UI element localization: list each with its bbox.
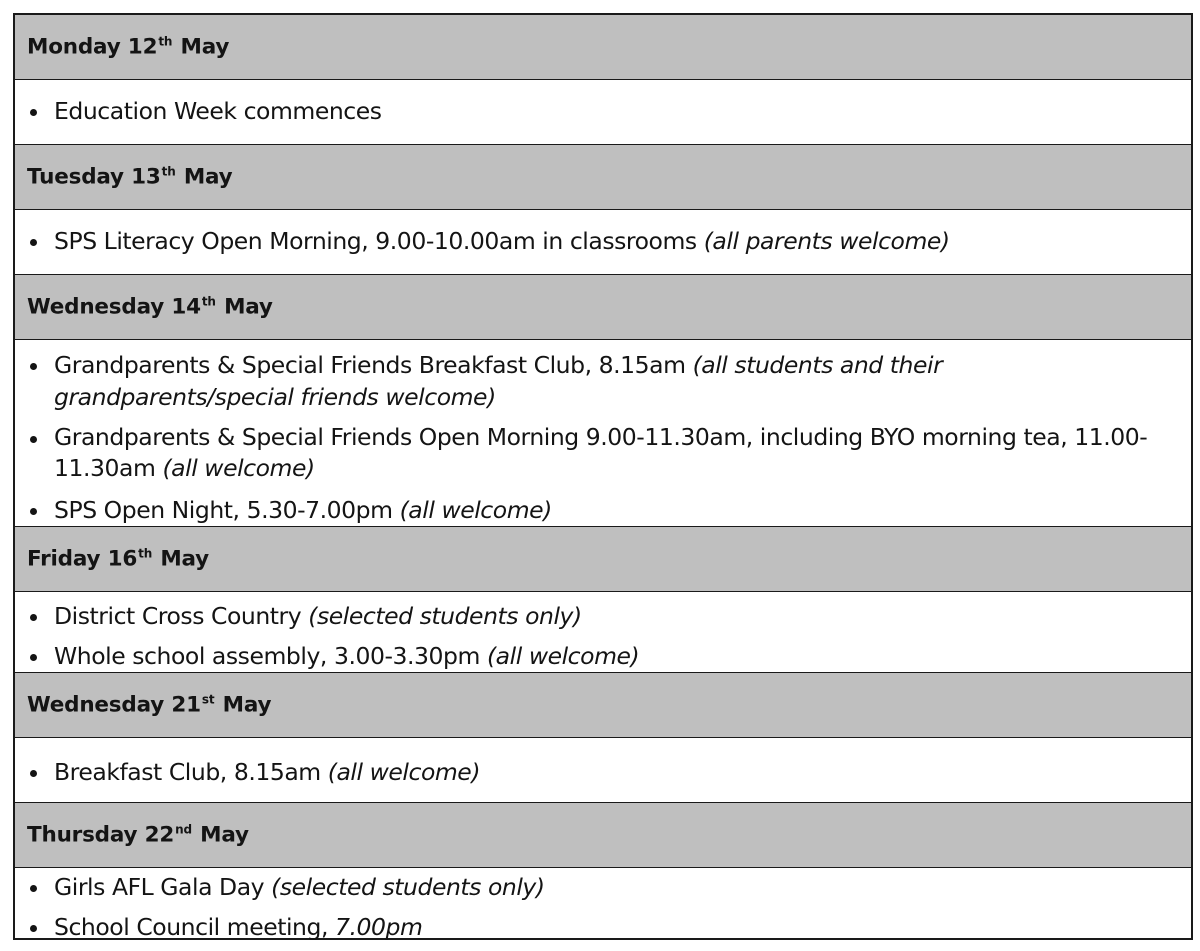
day-events-thursday bbox=[15, 868, 1191, 940]
event-item: School Council meeting, 7.00pm bbox=[27, 911, 1177, 940]
bullet-icon bbox=[30, 109, 37, 116]
day-heading: Tuesday 13th May bbox=[27, 164, 233, 190]
event-item: District Cross Country (selected students only) bbox=[27, 600, 1177, 632]
day-header-friday bbox=[15, 527, 1191, 592]
bullet-icon bbox=[30, 614, 37, 621]
event-item: Girls AFL Gala Day (selected students only) bbox=[27, 871, 1177, 903]
bullet-icon bbox=[30, 436, 37, 443]
event-item: Grandparents & Special Friends Breakfast Club, 8.15am (all students and their grandparents/special friends welcome) bbox=[27, 349, 1177, 413]
bullet-icon bbox=[30, 654, 37, 661]
event-item: Whole school assembly, 3.00-3.30pm (all welcome) bbox=[27, 640, 1177, 672]
bullet-icon bbox=[30, 363, 37, 370]
bullet-icon bbox=[30, 925, 37, 932]
day-heading: Thursday 22nd May bbox=[27, 822, 249, 848]
bullet-icon bbox=[30, 239, 37, 246]
day-header-thursday bbox=[15, 803, 1191, 868]
day-events-friday bbox=[15, 592, 1191, 673]
day-events-tuesday bbox=[15, 210, 1191, 275]
events-calendar-table bbox=[13, 13, 1193, 940]
event-item: SPS Literacy Open Morning, 9.00-10.00am in classrooms (all parents welcome) bbox=[27, 225, 1177, 257]
day-header-monday bbox=[15, 15, 1191, 80]
day-events-wednesday-21 bbox=[15, 738, 1191, 803]
day-header-tuesday bbox=[15, 145, 1191, 210]
bullet-icon bbox=[30, 885, 37, 892]
day-events-wednesday-14 bbox=[15, 340, 1191, 527]
day-heading: Friday 16th May bbox=[27, 546, 210, 572]
event-item: SPS Open Night, 5.30-7.00pm (all welcome) bbox=[27, 494, 1177, 526]
event-item: Breakfast Club, 8.15am (all welcome) bbox=[27, 756, 1177, 788]
day-heading: Wednesday 21st May bbox=[27, 692, 272, 718]
event-item: Grandparents & Special Friends Open Morning 9.00-11.30am, including BYO morning tea, 11.00-11.30am (all welcome) bbox=[27, 422, 1177, 484]
bullet-icon bbox=[30, 508, 37, 515]
day-heading: Wednesday 14th May bbox=[27, 294, 273, 320]
day-events-monday bbox=[15, 80, 1191, 145]
day-header-wednesday-21 bbox=[15, 673, 1191, 738]
day-header-wednesday-14 bbox=[15, 275, 1191, 340]
day-heading: Monday 12th May bbox=[27, 34, 230, 60]
bullet-icon bbox=[30, 770, 37, 777]
event-item: Education Week commences bbox=[27, 95, 1177, 127]
